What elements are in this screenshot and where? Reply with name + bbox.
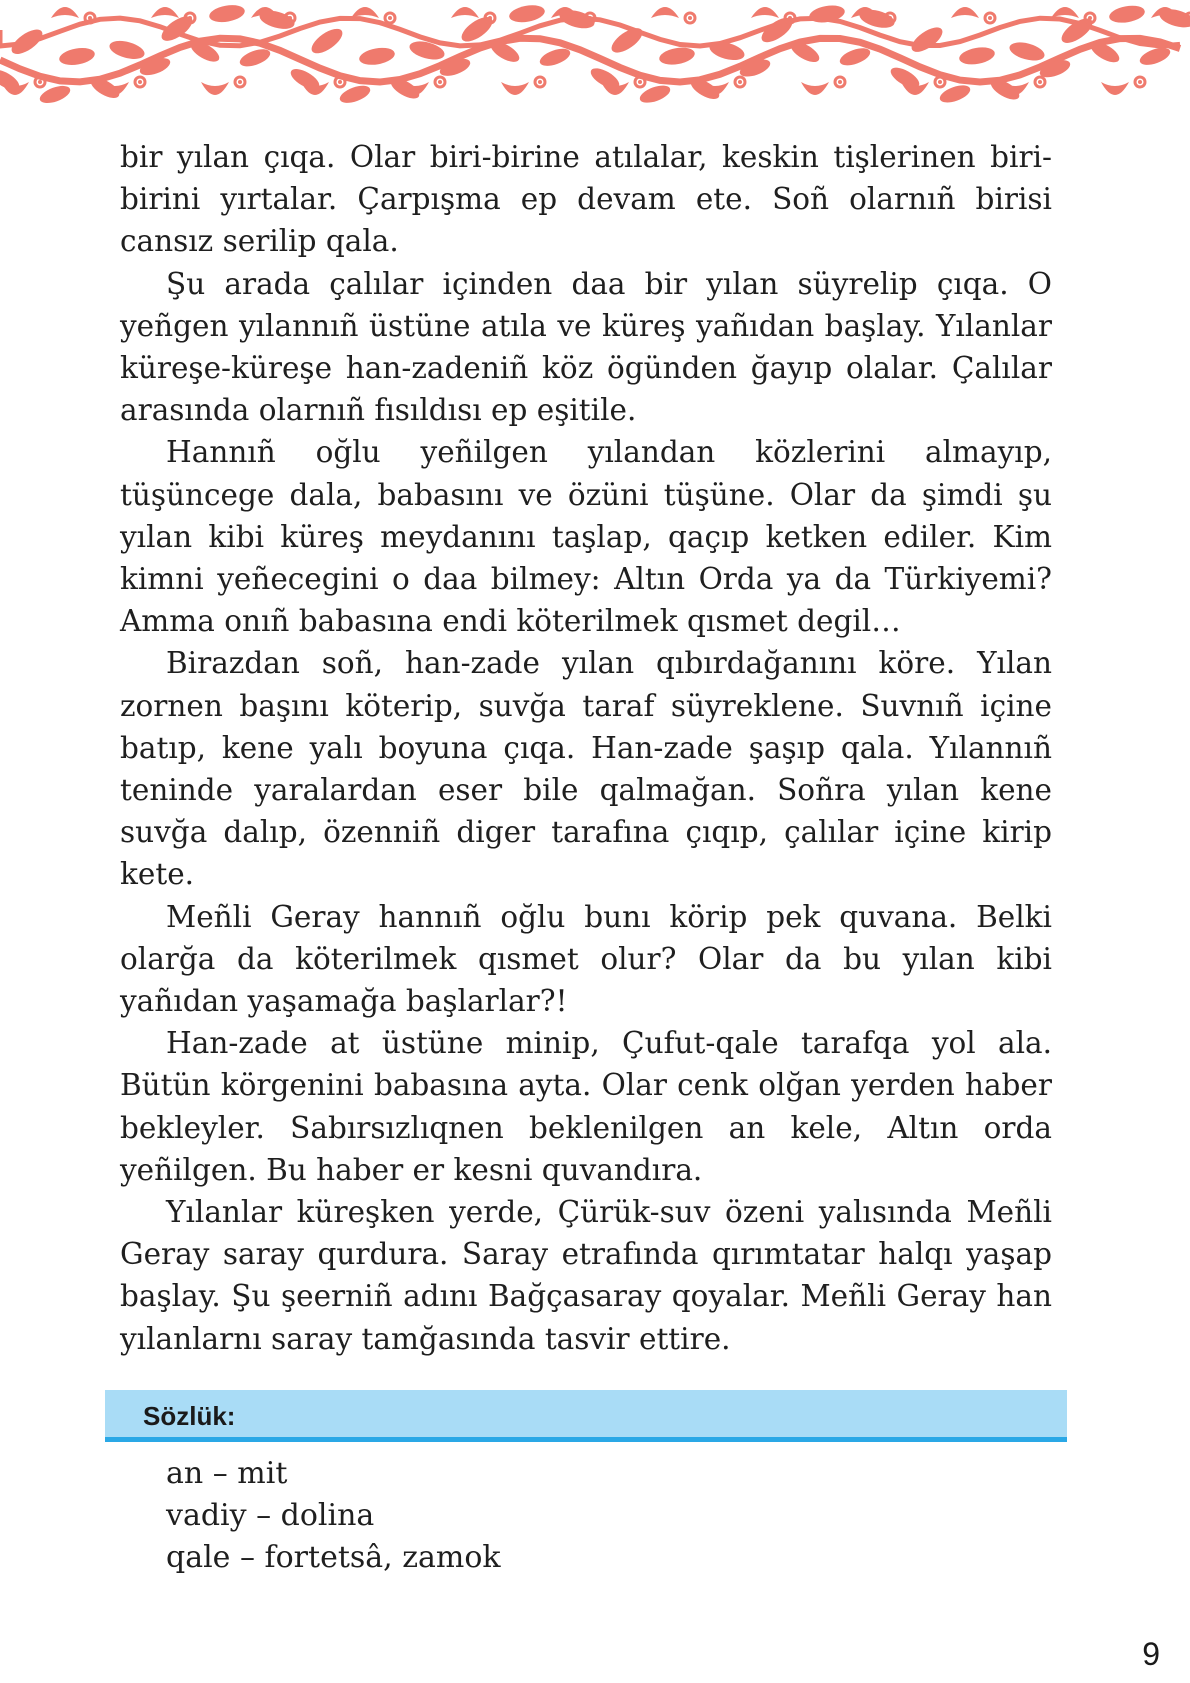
page-number: 9 [1142, 1636, 1160, 1672]
story-text [120, 136, 1052, 1360]
paragraph: Birazdan soñ, han-zade yılan qıbırdağanını köre. Yılan zornen başını köterip, suvğa taraf süyreklene. Suvnıñ içine batıp, kene yalı boyuna çıqa. Han-zade şaşıp qala. Yılannıñ teninde yaralardan eser bile qalmağan. Soñra yılan kene suvğa dalıp, özenniñ diger tarafına çıqıp, çalılar içine kirip kete. [120, 646, 1052, 892]
paragraph: Şu arada çalılar içinden daa bir yılan süyrelip çıqa. O yeñgen yılannıñ üstüne atıla ve küreş yañıdan başlay. Yılanlar küreşe-küreşe han-zadeniñ köz ögünden ğayıp olalar. Çalılar arasında olarnıñ fısıldısı ep eşitile. [120, 266, 1052, 428]
glossary-item: an – mit [166, 1456, 288, 1491]
paragraph: Han-zade at üstüne minip, Çufut-qale tarafqa yol ala. Bütün körgenini babasına ayta. Olar cenk olğan yerden haber bekleyler. Sabırsızlıqnen beklenilgen an kele, Altın orda yeñilgen. Bu haber er kesni quvandıra. [120, 1026, 1052, 1187]
paragraph: Yılanlar küreşken yerde, Çürük-suv özeni yalısında Meñli Geray saray qurdura. Saray etrafında qırımtatar halqı yaşap başlay. Şu şeerniñ adını Bağçasaray qoyalar. Meñli Geray han yılanlarnı saray tamğasında tasvir ettire. [120, 1195, 1052, 1356]
paragraph: Meñli Geray hannıñ oğlu bunı körip pek quvana. Belki olarğa da köterilmek qısmet olur? Olar da bu yılan kibi yañıdan yaşamağa başlarlar?! [120, 899, 1052, 1019]
paragraph: bir yılan çıqa. Olar biri-birine atılalar, keskin tişlerinen biri-birini yırtalar. Çarpışma ep devam ete. Soñ olarnıñ birisi cansız serilip qala. [120, 140, 1052, 259]
glossary-header [105, 1390, 1067, 1442]
paragraph: Hannıñ oğlu yeñilgen yılandan közlerini almayıp, tüşüncege dala, babasını ve özüni tüşüne. Olar da şimdi şu yılan kibi küreş meydanını taşlap, qaçıp ketken ediler. Kim kimni yeñecegini o daa bilmey: Altın Orda ya da Türkiyemi? Amma onıñ babasına endi köterilmek qısmet degil… [120, 435, 1052, 639]
floral-border-icon [0, 0, 1190, 112]
glossary-item: qale – fortetsâ, zamok [166, 1540, 501, 1575]
glossary-list [166, 1453, 501, 1579]
glossary-item: vadiy – dolina [166, 1498, 375, 1533]
glossary-title: Sözlük: [143, 1401, 236, 1431]
